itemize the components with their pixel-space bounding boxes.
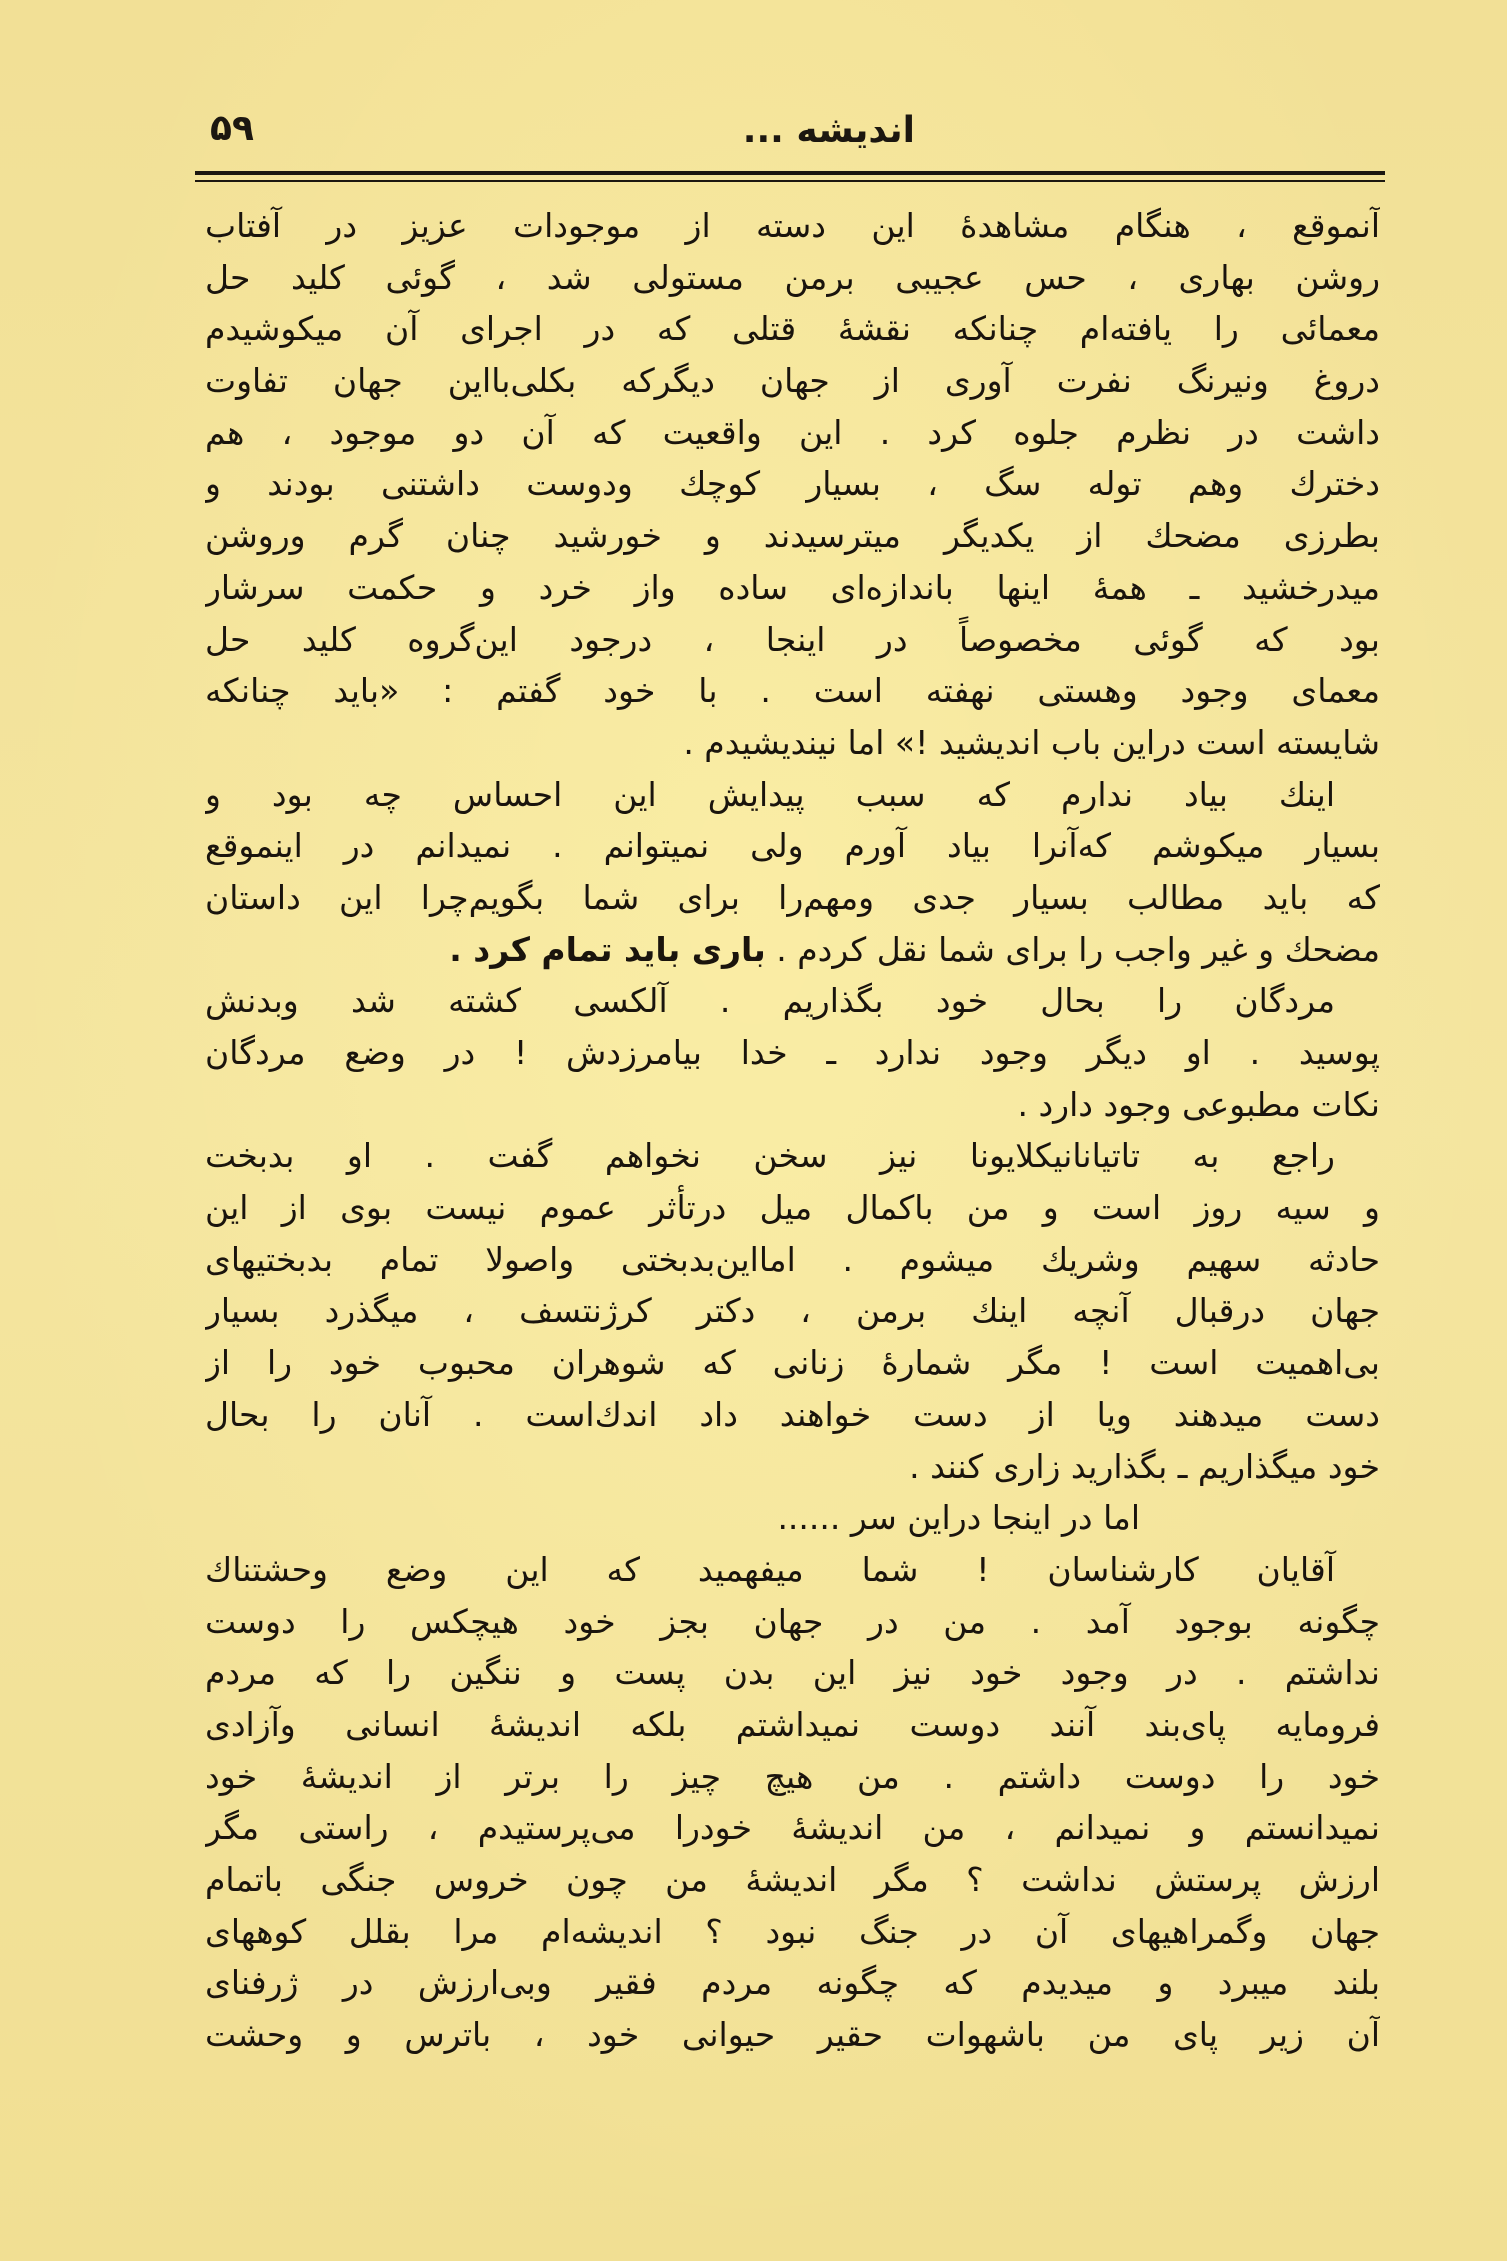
text-line: چگونه بوجود آمد . من در جهان بجز خود هیچکس را دوست [205,1601,1380,1641]
text-line: دخترك وهم توله سگ ، بسیار کوچك ودوست داشتنی بودند و [205,464,1380,504]
text-line: دروغ ونیرنگ نفرت آوری از جهان دیگرکه بکلی‌بااین جهان تفاوت [205,361,1380,401]
text-line: آن زیر پای من باشهوات حقیر حیوانی خود ، باترس و وحشت [205,2015,1380,2055]
text-line: بی‌اهمیت است ! مگر شمارهٔ زنانی که شوهران محبوب خود را از [205,1343,1380,1383]
text-line: شایسته است دراین باب اندیشید !» اما نیندیشیدم . [683,722,1380,762]
bold-phrase: باری باید تمام کرد . [449,929,766,969]
text-line: پوسید . او دیگر وجود ندارد ـ خدا بیامرزدش ! در وضع مردگان [205,1033,1380,1072]
text-line: داشت در نظرم جلوه کرد . این واقعیت که آن دو موجود ، هم [205,412,1380,452]
text-line: اینك بیاد ندارم که سبب پیدایش این احساس چه بود و [205,774,1335,814]
text-line-part: مضحك و غیر واجب را برای شما نقل کردم . [776,929,1380,969]
text-line-with-bold [205,924,1380,976]
text-line: بسیار میکوشم که‌آنرا بیاد آورم ولی نمیتوانم . نمیدانم در اینموقع [205,826,1380,866]
text-line: معمای وجود وهستی نهفته است . با خود گفتم : «باید چنانکه [205,671,1380,711]
text-line: جهان وگمراهیهای آن در جنگ نبود ؟ اندیشه‌ام مرا بقلل کوههای [205,1911,1380,1951]
text-line: فرومایه پای‌بند آنند دوست نمیداشتم بلکه اندیشهٔ انسانی وآزادی [205,1704,1380,1744]
text-line: میدرخشید ـ همهٔ اینها باندازه‌ای ساده واز خرد و حکمت سرشار [205,567,1380,607]
text-line: نداشتم . در وجود خود نیز این بدن پست و ننگین را که مردم [205,1653,1380,1693]
page-number: ۵۹ [210,108,254,149]
text-line: مردگان را بحال خود بگذاریم . آلکسی کشته شد وبدنش [205,981,1335,1021]
text-line: دست میدهند ویا از دست خواهند داد اندك‌است . آنان را بحال [205,1394,1380,1434]
body-text [205,200,1380,2061]
text-line: آنموقع ، هنگام مشاهدهٔ این دسته از موجودات عزیز در آفتاب [205,206,1380,245]
text-line: ارزش پرستش نداشت ؟ مگر اندیشهٔ من چون خروس جنگی باتمام [205,1860,1380,1899]
text-line: جهان درقبال آنچه اینك برمن ، دکتر کرژنتسف ، میگذرد بسیار [205,1291,1380,1331]
text-line: که باید مطالب بسیار جدی ومهم‌را برای شما بگویم‌چرا این داستان [205,877,1380,917]
header-rule-thick [195,171,1385,175]
text-line: بلند میبرد و میدیدم که چگونه مردم فقیر وبی‌ارزش در ژرفنای [205,1963,1380,2003]
text-line: حادثه سهیم وشریك میشوم . امااین‌بدبختی واصولا تمام بدبختیهای [205,1239,1380,1279]
text-line: آقایان کارشناسان ! شما میفهمید که این وضع وحشتناك [205,1549,1335,1589]
text-line: و سیه روز است و من باکمال میل درتأثر عموم نیست بوی از این [205,1188,1380,1228]
running-header [195,110,1385,170]
text-line: نمیدانستم و نمیدانم ، من اندیشهٔ خودرا می‌پرستیدم ، راستی مگر [205,1808,1380,1848]
running-title: اندیشه ... [742,110,915,151]
text-line: راجع به تاتیانانیکلایونا نیز سخن نخواهم گفت . او بدبخت [205,1136,1335,1176]
text-line: خود میگذاریم ـ بگذارید زاری کنند . [909,1446,1380,1486]
text-line: معمائی را یافته‌ام چنانکه نقشهٔ قتلی که در اجرای آن میکوشیدم [205,309,1380,349]
text-line: خود را دوست داشتم . من هیچ چیز را برتر از اندیشهٔ خود [205,1756,1380,1796]
text-line: بود که گوئی مخصوصاً در اینجا ، درجود این‌گروه کلید حل [205,619,1380,659]
header-rule-thin [195,180,1385,182]
text-line: اما در اینجا دراین سر ...... [777,1498,1140,1538]
text-line: نکات مطبوعی وجود دارد . [1017,1084,1380,1124]
text-line: روشن بهاری ، حس عجیبی برمن مستولی شد ، گوئی کلید حل [205,257,1380,297]
text-line: بطرزی مضحك از یکدیگر میترسیدند و خورشید چنان گرم وروشن [205,516,1380,556]
